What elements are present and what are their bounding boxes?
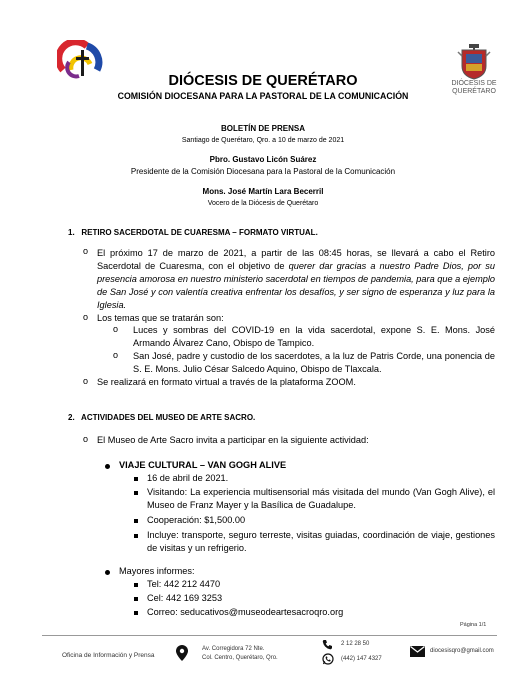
signer2-name: Mons. José Martín Lara Becerril xyxy=(202,187,324,196)
phone-icon xyxy=(322,639,333,650)
info-title: Mayores informes: xyxy=(119,566,195,576)
signer1-role: Presidente de la Comisión Diocesana para la Pastoral de la Comunicación xyxy=(130,167,396,176)
circle-bullet-icon: o xyxy=(113,350,119,360)
square-bullet-icon xyxy=(134,597,138,601)
event-item-visiting: Visitando: La experiencia multisensorial más visitada del mundo (Van Gogh Alive), el Museo de Franz Mayer y la Basílica de Guadalupe. xyxy=(147,487,495,510)
footer-whatsapp: (442) 147 4327 xyxy=(341,656,382,662)
circle-bullet-icon: o xyxy=(83,312,89,322)
footer-address-line2: Col. Centro, Querétaro, Qro. xyxy=(202,655,278,661)
section1-p1-italic: querer dar gracias a nuestro Padre Dios, por su presencia amorosa en nuestro ministerio sacerdotal en tiempos de pandemia, para que a ejemplo de San José y con valentía creativa enfrentar los desafíos, y ser signo de esperanza y luz para la Iglesia. xyxy=(97,261,495,310)
section2-heading: 2. ACTIVIDADES DEL MUSEO DE ARTE SACRO. xyxy=(68,413,256,422)
circle-bullet-icon: o xyxy=(83,434,89,444)
section1-topic2: San José, padre y custodio de los sacerdotes, a la luz de Patris Corde, una ponencia de S. E. Mons. Julio César Salcedo Aquino, Obispo de Tlaxcala. xyxy=(133,351,495,374)
footer-divider xyxy=(42,635,497,636)
square-bullet-icon xyxy=(134,491,138,495)
page-title: DIÓCESIS DE QUERÉTARO xyxy=(168,73,358,89)
event-item-cost: Cooperación: $1,500.00 xyxy=(147,515,246,525)
whatsapp-icon xyxy=(322,653,334,665)
disc-bullet-icon xyxy=(105,464,110,469)
section2-intro: El Museo de Arte Sacro invita a participar en la siguiente actividad: xyxy=(97,435,369,445)
footer-phone: 2 12 28 50 xyxy=(341,641,370,647)
footer-address xyxy=(202,645,278,663)
footer-address-line1: Av. Corregidora 72 Nte. xyxy=(202,646,265,652)
circle-bullet-icon: o xyxy=(83,376,89,386)
section1-format-note: Se realizará en formato virtual a través de la plataforma ZOOM. xyxy=(97,377,356,387)
info-email: Correo: seducativos@museodeartesacroqro.org xyxy=(147,607,344,617)
bulletin-heading: BOLETÍN DE PRENSA xyxy=(220,124,305,133)
mail-icon xyxy=(410,646,425,657)
footer-office: Oficina de Información y Prensa xyxy=(62,652,155,659)
section1-topics-intro: Los temas que se tratarán son: xyxy=(97,313,224,323)
info-tel: Tel: 442 212 4470 xyxy=(147,579,221,589)
footer-email: diocesisqro@gmail.com xyxy=(430,648,494,654)
square-bullet-icon xyxy=(134,534,138,538)
disc-bullet-icon xyxy=(105,570,110,575)
event-title: VIAJE CULTURAL – VAN GOGH ALIVE xyxy=(119,460,287,470)
place-date: Santiago de Querétaro, Qro. a 10 de marzo de 2021 xyxy=(181,137,345,144)
square-bullet-icon xyxy=(134,611,138,615)
section1-topic1: Luces y sombras del COVID-19 en la vida sacerdotal, expone S. E. Mons. José Armando Álvarez Cano, Obispo de Tampico. xyxy=(133,325,495,348)
right-logo-line1: DIÓCESIS DE xyxy=(451,80,497,87)
map-pin-icon xyxy=(176,645,188,661)
page-subtitle: COMISIÓN DIOCESANA PARA LA PASTORAL DE LA COMUNICACIÓN xyxy=(117,91,409,101)
circle-bullet-icon: o xyxy=(113,324,119,334)
event-item-includes: Incluye: transporte, seguro terreste, visitas guiadas, coordinación de viaje, gestiones de visitas y un refrigerio. xyxy=(147,530,495,553)
right-logo-line2: QUERÉTARO xyxy=(452,88,496,95)
section1-p1-text: El próximo 17 de marzo de 2021, a partir de las 08:45 horas, se llevará a cabo el Retiro Sacerdotal de Cuaresma, con el objetivo de xyxy=(97,248,495,271)
circle-bullet-icon: o xyxy=(83,246,89,256)
section1-heading: 1. RETIRO SACERDOTAL DE CUARESMA – FORMATO VIRTUAL. xyxy=(68,228,318,237)
page-number: Página 1/1 xyxy=(460,622,487,628)
section1-paragraph xyxy=(97,247,495,312)
square-bullet-icon xyxy=(134,583,138,587)
signer2-role: Vocero de la Diócesis de Querétaro xyxy=(207,200,319,207)
signer1-name: Pbro. Gustavo Licón Suárez xyxy=(209,155,317,164)
info-cel: Cel: 442 169 3253 xyxy=(147,593,223,603)
square-bullet-icon xyxy=(134,477,138,481)
event-item-date: 16 de abril de 2021. xyxy=(147,473,229,483)
square-bullet-icon xyxy=(134,519,138,523)
